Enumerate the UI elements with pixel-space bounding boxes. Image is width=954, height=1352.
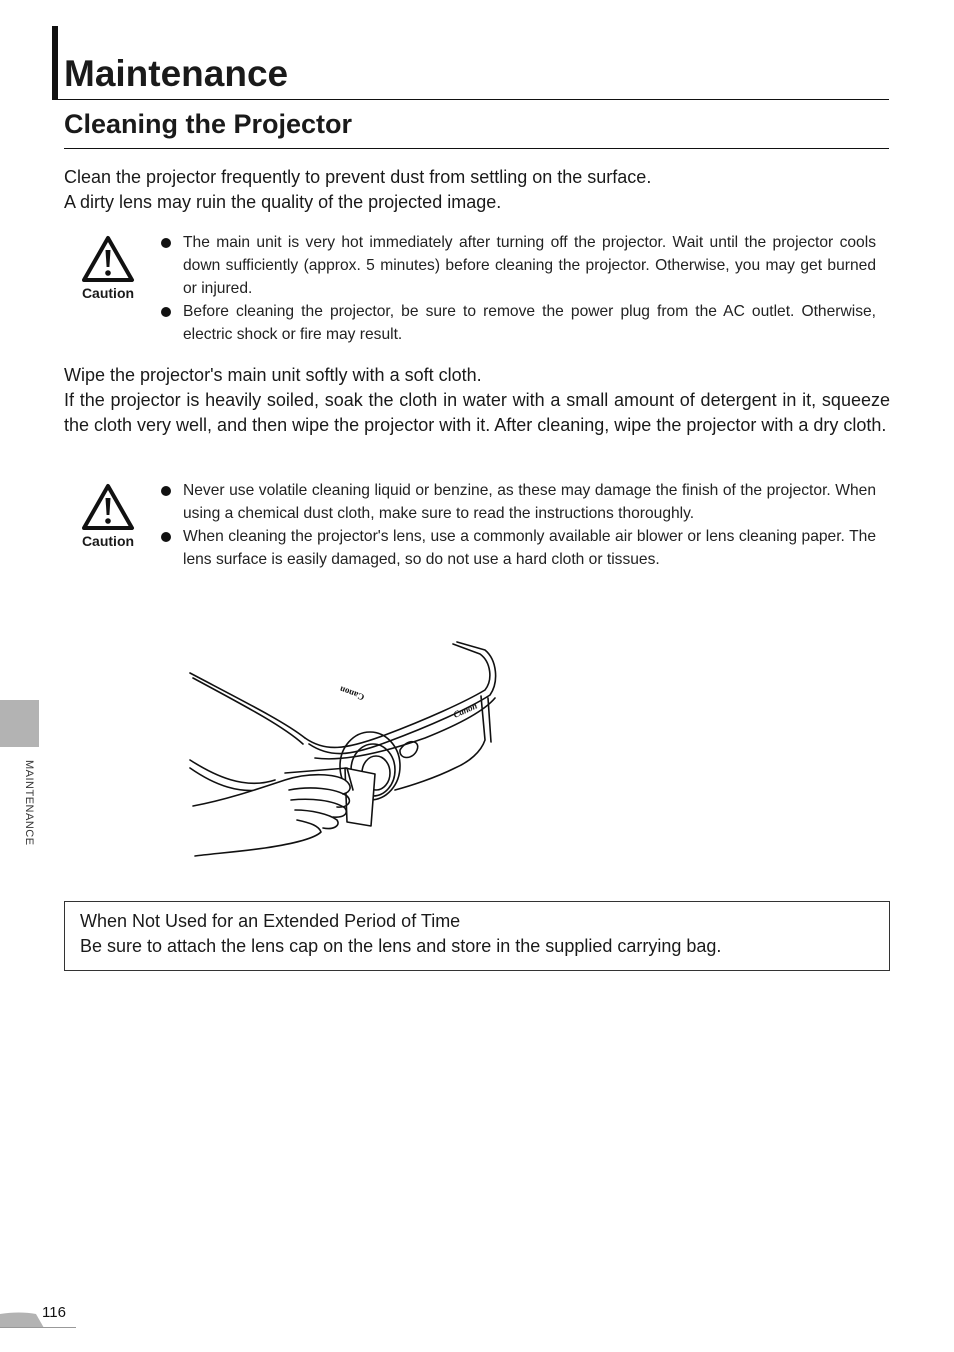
section-title: Cleaning the Projector — [64, 109, 353, 139]
bullet-icon — [161, 307, 171, 317]
bullet-icon — [161, 486, 171, 496]
page-number: 116 — [42, 1304, 66, 1321]
caution-item-text: The main unit is very hot immediately after turning off the projector. Wait until the projector cools down sufficiently (approx. 5 minutes) before cleaning the projector. Otherwise, you may get burned or injured. — [183, 234, 876, 297]
caution-label: Caution — [81, 533, 135, 549]
wipe-paragraph — [64, 363, 890, 438]
page-title: Maintenance — [64, 53, 289, 94]
brand-mark: Canon — [451, 700, 479, 720]
projector-cleaning-illustration — [185, 640, 505, 862]
wipe-line: If the projector is heavily soiled, soak the cloth in water with a small amount of detergent in it, squeeze the cloth very well, and then wipe the projector with it. After cleaning, wipe the projector with a dry cloth. — [64, 390, 890, 435]
caution-item — [160, 479, 876, 525]
bullet-icon — [161, 238, 171, 248]
caution-item-text: When cleaning the projector's lens, use a commonly available air blower or lens cleaning paper. The lens surface is easily damaged, so do not use a hard cloth or tissues. — [183, 528, 876, 568]
notice-title: When Not Used for an Extended Period of Time — [80, 911, 461, 931]
caution-list — [160, 479, 876, 571]
caution-badge — [68, 483, 148, 549]
warning-triangle-icon — [81, 235, 135, 283]
title-accent-bar — [52, 26, 58, 100]
caution-badge — [68, 235, 148, 301]
caution-item — [160, 300, 876, 346]
wipe-line: Wipe the projector's main unit softly with a soft cloth. — [64, 365, 482, 385]
chapter-tab — [0, 700, 39, 747]
intro-line: A dirty lens may ruin the quality of the projected image. — [64, 192, 502, 212]
notice-text: Be sure to attach the lens cap on the lens and store in the supplied carrying bag. — [80, 936, 722, 956]
caution-item-text: Before cleaning the projector, be sure to remove the power plug from the AC outlet. Otherwise, electric shock or fire may result. — [183, 303, 876, 343]
intro-paragraph — [64, 165, 890, 215]
caution-item — [160, 525, 876, 571]
notice-box — [64, 901, 890, 971]
title-divider — [52, 99, 889, 100]
warning-triangle-icon — [81, 483, 135, 531]
caution-label: Caution — [81, 285, 135, 301]
chapter-label: MAINTENANCE — [23, 760, 35, 846]
section-divider — [64, 148, 889, 149]
caution-item — [160, 231, 876, 300]
bullet-icon — [161, 532, 171, 542]
intro-line: Clean the projector frequently to prevent dust from settling on the surface. — [64, 167, 652, 187]
brand-mark: Canon — [338, 684, 366, 703]
caution-item-text: Never use volatile cleaning liquid or benzine, as these may damage the finish of the projector. When using a chemical dust cloth, make sure to read the instructions thoroughly. — [183, 482, 876, 522]
caution-list — [160, 231, 876, 346]
